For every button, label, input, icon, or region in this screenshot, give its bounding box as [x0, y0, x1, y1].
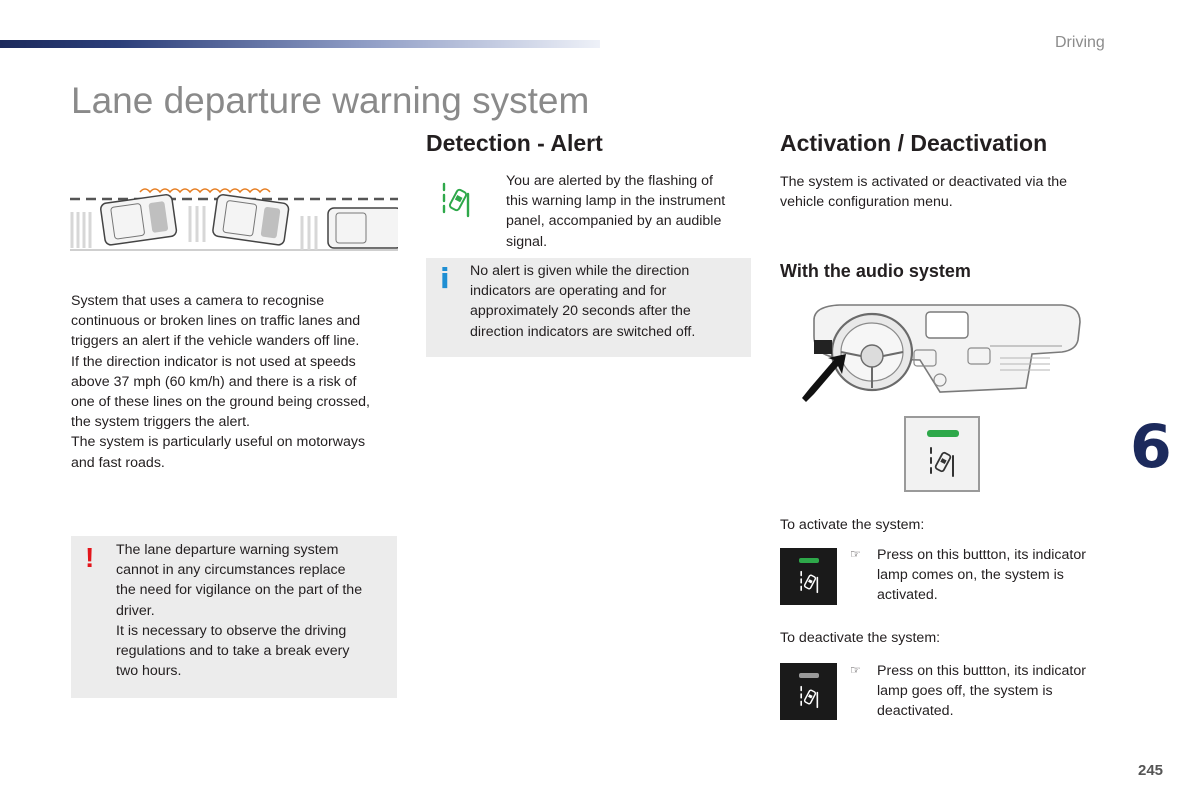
warning-box — [71, 536, 397, 698]
intro-line: vehicle configuration menu. — [780, 194, 953, 211]
description-line: one of these lines on the ground being crossed, — [71, 394, 370, 411]
info-box — [426, 258, 751, 357]
page-title: Lane departure warning system — [71, 80, 590, 121]
description-line: and fast roads. — [71, 454, 165, 471]
description-line: triggers an alert if the vehicle wanders off line. — [71, 333, 360, 350]
info-line: direction indicators are switched off. — [470, 323, 696, 340]
lane-departure-illustration — [70, 172, 398, 256]
activate-instructions — [877, 545, 1117, 606]
system-description — [71, 291, 411, 473]
activate-line: lamp comes on, the system is — [877, 567, 1064, 584]
lane-departure-icon — [799, 568, 821, 596]
description-line: If the direction indicator is not used at speeds — [71, 353, 356, 370]
activation-intro — [780, 172, 1120, 212]
warning-text — [116, 540, 391, 681]
deactivate-line: deactivated. — [877, 703, 954, 720]
alert-line: panel, accompanied by an audible — [506, 213, 722, 230]
top-gradient-bar — [0, 40, 600, 48]
info-line: indicators are operating and for — [470, 283, 667, 300]
deactivate-button-icon — [780, 663, 837, 720]
audio-system-subheading: With the audio system — [780, 261, 971, 281]
alert-description — [506, 171, 751, 252]
description-line: System that uses a camera to recognise — [71, 293, 325, 309]
warning-line: The lane departure warning system — [116, 542, 339, 558]
deactivate-line: Press on this buttton, its indicator — [877, 663, 1086, 679]
description-line: the system triggers the alert. — [71, 414, 250, 431]
info-text — [470, 261, 745, 342]
activate-line: activated. — [877, 587, 938, 604]
deactivate-line: lamp goes off, the system is — [877, 683, 1053, 700]
info-line: approximately 20 seconds after the — [470, 303, 691, 320]
pointing-hand-bullet-icon: ☞ — [850, 547, 861, 561]
description-line: The system is particularly useful on motorways — [71, 434, 366, 451]
warning-line: cannot in any circumstances replace — [116, 562, 346, 579]
indicator-lamp-on — [799, 558, 819, 563]
warning-line: two hours. — [116, 663, 182, 680]
activate-label: To activate the system: — [780, 517, 925, 533]
description-line: above 37 mph (60 km/h) and there is a risk of — [71, 373, 357, 390]
info-line: No alert is given while the direction — [470, 263, 690, 279]
indicator-lamp-off — [799, 673, 819, 678]
dashboard-illustration — [800, 300, 1085, 405]
chapter-number: 6 — [1130, 412, 1172, 482]
alert-line: signal. — [506, 233, 548, 250]
lane-departure-icon — [928, 444, 958, 480]
indicator-lamp-on — [927, 430, 959, 437]
section-label: Driving — [1055, 34, 1105, 51]
intro-line: The system is activated or deactivated via the — [780, 174, 1068, 190]
info-icon: i — [440, 262, 450, 295]
activate-line: Press on this buttton, its indicator — [877, 547, 1086, 563]
description-line: continuous or broken lines on traffic lanes and — [71, 313, 361, 330]
warning-line: driver. — [116, 602, 155, 619]
page-number: 245 — [1138, 762, 1164, 779]
alert-line: You are alerted by the flashing of — [506, 173, 713, 189]
activation-button-closeup[interactable] — [904, 416, 980, 492]
pointing-hand-bullet-icon: ☞ — [850, 663, 861, 677]
lane-departure-icon — [799, 683, 821, 711]
deactivate-instructions — [877, 661, 1117, 722]
warning-line: regulations and to take a break every — [116, 643, 350, 660]
detection-heading: Detection - Alert — [426, 130, 603, 156]
warning-line: the need for vigilance on the part of the — [116, 582, 363, 599]
activation-heading: Activation / Deactivation — [780, 130, 1048, 156]
warning-line: It is necessary to observe the driving — [116, 622, 347, 639]
warning-icon: ! — [85, 542, 95, 573]
lane-departure-warning-lamp-icon — [440, 180, 474, 220]
activate-button-icon — [780, 548, 837, 605]
deactivate-label: To deactivate the system: — [780, 630, 941, 646]
alert-line: this warning lamp in the instrument — [506, 193, 726, 210]
